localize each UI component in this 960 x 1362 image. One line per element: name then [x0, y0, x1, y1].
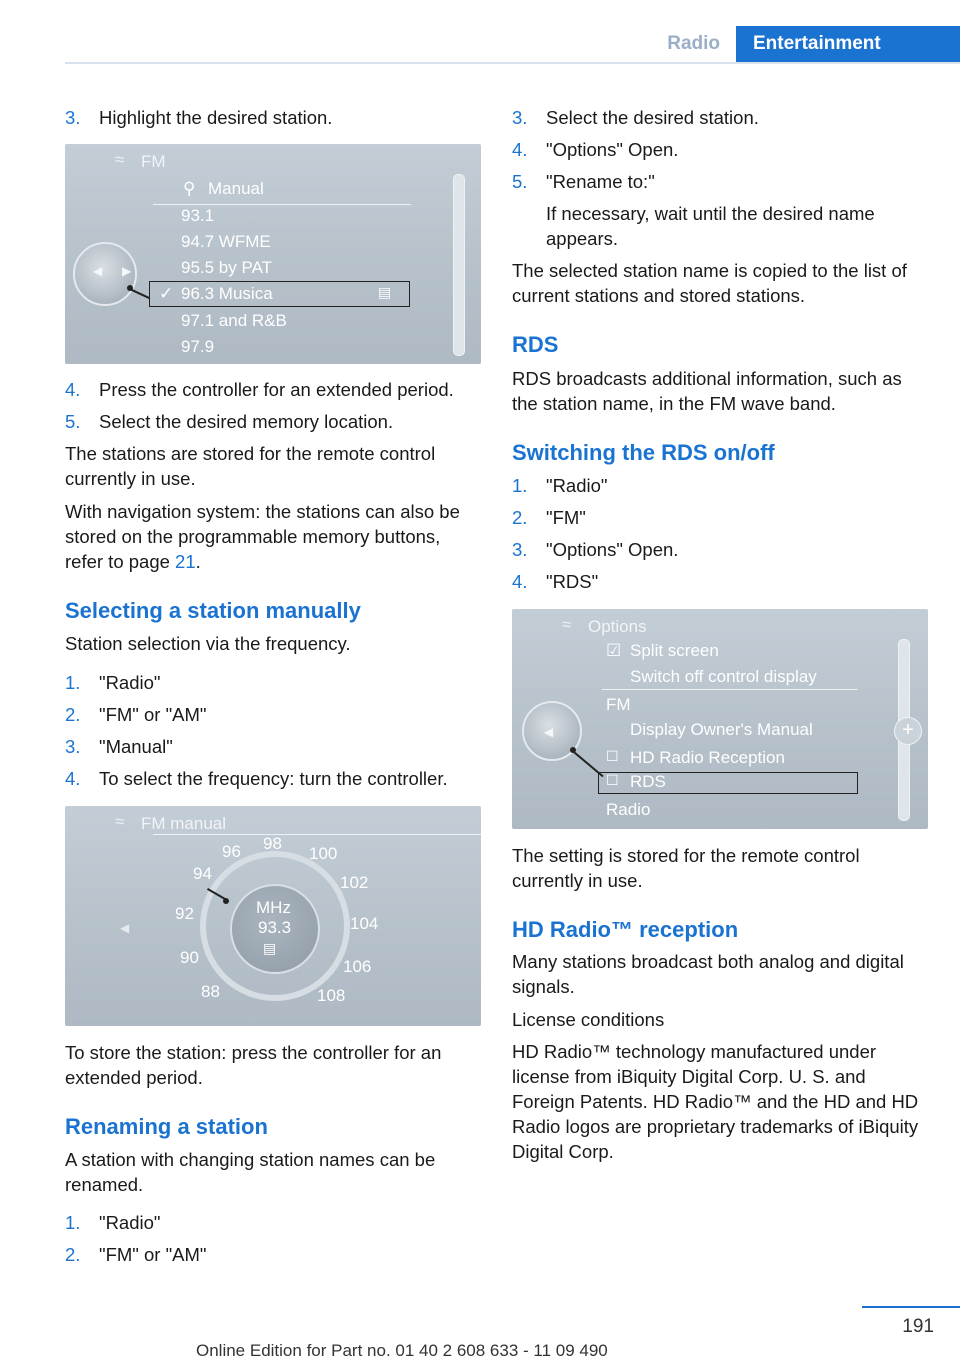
options-menu-screen	[512, 609, 928, 829]
header-section: Radio	[667, 33, 720, 54]
list-item: 93.1	[181, 206, 215, 225]
menu-section-label: Radio	[606, 800, 651, 819]
list-item: 2. "FM" or "AM"	[65, 1244, 207, 1265]
paragraph: The stations are stored for the remote control currently in use.	[65, 443, 436, 489]
header-chapter: Entertainment	[736, 26, 960, 62]
dial-tick-label: 100	[309, 844, 338, 863]
dial-tick-label: 106	[343, 957, 372, 976]
paragraph: RDS broadcasts additional information, such as the station name, in the FM wave band.	[512, 368, 902, 414]
list-item: 1. "Radio"	[65, 672, 161, 693]
dial-tick-label: 92	[175, 904, 194, 923]
dial-tick-label: 104	[350, 914, 379, 933]
arrow-left-icon: ◀	[120, 921, 130, 935]
list-item: 94.7 WFME	[181, 232, 271, 251]
list-item: 97.9	[181, 337, 215, 356]
menu-item: HD Radio Reception	[630, 748, 785, 767]
frequency-unit: MHz	[256, 898, 291, 917]
antenna-icon: ≈	[562, 615, 572, 634]
fm-manual-dial-screen	[65, 806, 481, 1026]
list-item: 4. To select the frequency: turn the controller.	[65, 768, 448, 789]
arrow-left-icon: ◀	[93, 264, 103, 278]
footer-edition: Online Edition for Part no. 01 40 2 608 633 - 11 09 490	[196, 1341, 608, 1360]
memory-icon: ▤	[263, 940, 277, 956]
dial-tick-label: 90	[180, 948, 199, 967]
paragraph: Many stations broadcast both analog and digital signals.	[512, 951, 904, 997]
checkmark-icon: ✓	[159, 284, 174, 303]
list-item: Manual	[208, 179, 264, 198]
dial-tick-label: 98	[263, 834, 282, 853]
section-heading: Selecting a station manually	[65, 598, 361, 623]
checkbox-icon: ☐	[606, 772, 619, 788]
paragraph: A station with changing station names can be renamed.	[65, 1149, 436, 1195]
dial-tick-label: 102	[340, 873, 369, 892]
checkbox-icon: ☐	[606, 748, 619, 764]
menu-section-label: FM	[606, 695, 631, 714]
paragraph: With navigation system: the stations can also be stored on the programmable memory buttons, refer to page 21.	[65, 501, 460, 572]
menu-item: Split screen	[630, 641, 719, 660]
screen-title: FM	[141, 152, 166, 171]
list-item: 3. "Manual"	[65, 736, 173, 757]
footer-rule	[862, 1306, 960, 1308]
leader-line	[129, 288, 150, 299]
list-item: 4. "Options" Open.	[512, 139, 679, 160]
subsection-heading: Switching the RDS on/off	[512, 440, 775, 465]
step-select-memory: 5. Select the desired memory location.	[65, 411, 394, 432]
screen-title: Options	[588, 617, 647, 636]
page-link[interactable]: 21	[175, 551, 196, 572]
plus-icon: +	[894, 717, 922, 745]
frequency-value: 93.3	[258, 918, 292, 937]
paragraph: License conditions	[512, 1009, 665, 1030]
screen-title: FM manual	[141, 814, 227, 833]
antenna-icon: ≈	[115, 150, 125, 169]
antenna-icon: ≈	[115, 812, 125, 831]
list-item: 1. "Radio"	[512, 475, 608, 496]
paragraph: The selected station name is copied to the list of current stations and stored stations.	[512, 260, 907, 306]
section-heading: HD Radio™ reception	[512, 917, 739, 942]
list-item: 95.5 by PAT	[181, 258, 273, 277]
dial-tick-label: 88	[201, 982, 220, 1001]
menu-item: Switch off control display	[630, 667, 817, 686]
arrow-left-icon: ◀	[544, 725, 554, 739]
step-press-controller: 4. Press the controller for an extended period.	[65, 379, 454, 400]
list-item: 5. "Rename to:"	[512, 171, 655, 192]
section-heading: Renaming a station	[65, 1114, 268, 1139]
divider	[153, 204, 411, 205]
paragraph: HD Radio™ technology manufactured under license from iBiquity Digital Corp. U. S. and Foreign Patents. HD Radio™ and the HD and HD Radio logos are proprietary trademarks of iBiquity Digital Corp.	[512, 1041, 919, 1162]
step-note: If necessary, wait until the desired name appears.	[546, 203, 875, 249]
header-rule	[65, 62, 960, 64]
divider	[602, 689, 858, 690]
dial-tick-label: 108	[317, 986, 346, 1005]
memory-icon: ▤	[378, 284, 392, 300]
list-item: 2. "FM"	[512, 507, 586, 528]
divider	[153, 834, 481, 835]
paragraph: The setting is stored for the remote control currently in use.	[512, 845, 860, 891]
section-heading: RDS	[512, 332, 559, 357]
scrollbar	[453, 174, 465, 356]
step-highlight-station: 3. Highlight the desired station.	[65, 107, 333, 128]
dial-tick-label: 96	[222, 842, 241, 861]
fm-station-list-screen	[65, 144, 481, 364]
page-number: 191	[902, 1316, 934, 1337]
leader-line	[572, 750, 604, 777]
paragraph: To store the station: press the controller for an extended period.	[65, 1042, 442, 1088]
list-item: 2. "FM" or "AM"	[65, 704, 207, 725]
menu-item-selected: RDS	[630, 772, 666, 791]
split-screen-check-icon: ☑	[606, 641, 622, 660]
list-item: 3. Select the desired station.	[512, 107, 759, 128]
list-item-selected: 96.3 Musica	[181, 284, 273, 303]
list-item: 3. "Options" Open.	[512, 539, 679, 560]
list-item: 97.1 and R&B	[181, 311, 287, 330]
list-item: 1. "Radio"	[65, 1212, 161, 1233]
arrow-right-icon: ▶	[122, 264, 132, 278]
list-item: 4. "RDS"	[512, 571, 599, 592]
dial-tick-label: 94	[193, 864, 212, 883]
menu-item: Display Owner's Manual	[630, 720, 813, 739]
search-icon: ⚲	[183, 179, 196, 198]
paragraph: Station selection via the frequency.	[65, 633, 351, 654]
